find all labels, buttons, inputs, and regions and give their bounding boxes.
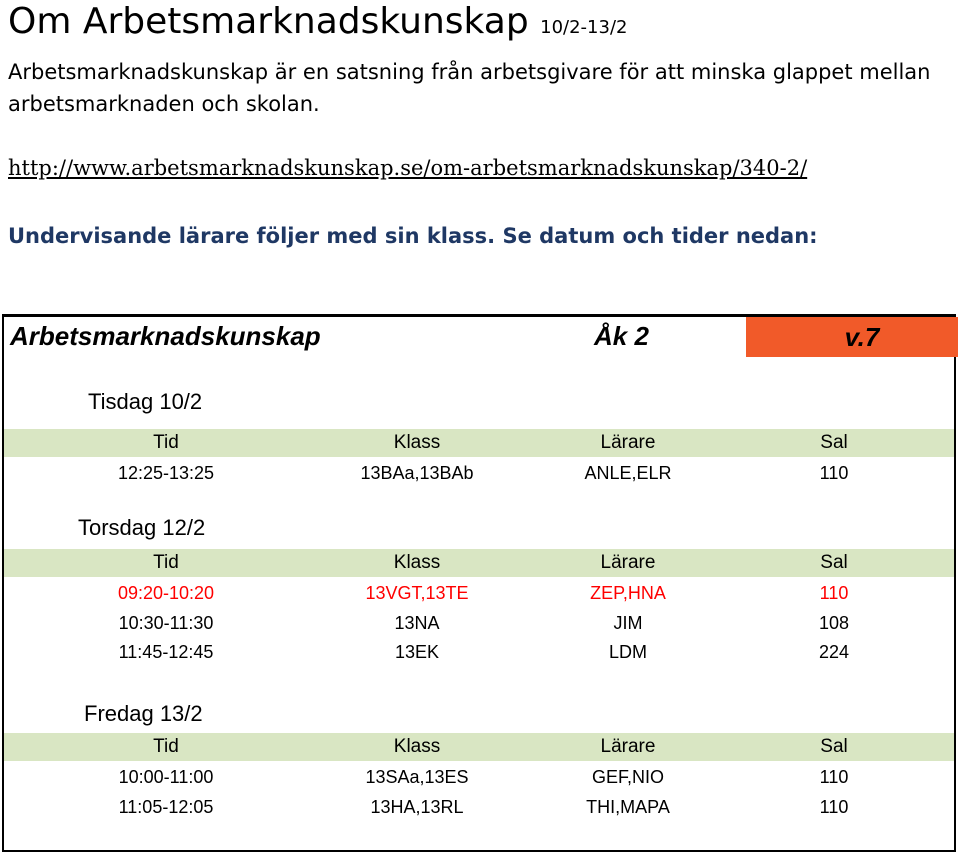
title-dates: 10/2-13/2 bbox=[540, 17, 628, 38]
day-title: Tisdag 10/2 bbox=[88, 389, 203, 414]
table-row bbox=[4, 638, 954, 666]
page-title bbox=[8, 2, 627, 48]
col-room: Sal bbox=[820, 736, 848, 757]
cell-time: 12:25-13:25 bbox=[117, 463, 215, 483]
cell-class: 13HA,13RL bbox=[370, 797, 464, 817]
cell-class: 13EK bbox=[394, 642, 440, 662]
cell-class: 13SAa,13ES bbox=[365, 767, 469, 787]
cell-room: 110 bbox=[819, 583, 849, 603]
table-row bbox=[4, 609, 954, 637]
cell-teacher: THI,MAPA bbox=[586, 797, 670, 817]
day-title: Fredag 13/2 bbox=[84, 701, 203, 726]
cell-room: 224 bbox=[818, 642, 850, 662]
col-time: Tid bbox=[153, 432, 179, 453]
schedule-header bbox=[4, 317, 954, 359]
schedule-week-badge: v.7 bbox=[746, 317, 958, 357]
column-header-row bbox=[4, 733, 954, 761]
cell-teacher: ANLE,ELR bbox=[584, 463, 672, 483]
cell-room: 110 bbox=[819, 463, 849, 483]
col-time: Tid bbox=[153, 736, 179, 757]
cell-room: 110 bbox=[819, 767, 849, 787]
cell-time: 11:45-12:45 bbox=[118, 642, 214, 662]
cell-time: 10:30-11:30 bbox=[118, 613, 214, 633]
day-title: Torsdag 12/2 bbox=[78, 515, 206, 540]
column-header-row bbox=[4, 429, 954, 457]
cell-teacher: ZEP,HNA bbox=[590, 583, 666, 603]
table-row-highlighted bbox=[4, 579, 954, 607]
cell-teacher: JIM bbox=[613, 613, 643, 633]
column-header-row bbox=[4, 549, 954, 577]
cell-class: 13VGT,13TE bbox=[365, 583, 469, 603]
cell-class: 13BAa,13BAb bbox=[360, 463, 474, 483]
cell-time: 09:20-10:20 bbox=[117, 583, 215, 603]
col-room: Sal bbox=[820, 432, 848, 453]
col-time: Tid bbox=[153, 552, 179, 573]
cell-teacher: GEF,NIO bbox=[591, 767, 664, 787]
cell-time: 10:00-11:00 bbox=[118, 767, 214, 787]
table-row bbox=[4, 793, 954, 821]
info-link[interactable]: http://www.arbetsmarknadskunskap.se/om-arbetsmarknadskunskap/340-2/ bbox=[8, 156, 808, 180]
cell-room: 108 bbox=[818, 613, 850, 633]
schedule-year: Åk 2 bbox=[594, 321, 649, 351]
cell-class: 13NA bbox=[394, 613, 440, 633]
cell-room: 110 bbox=[819, 797, 849, 817]
title-text: Om Arbetsmarknadskunskap bbox=[8, 1, 529, 42]
col-class: Klass bbox=[393, 552, 441, 573]
col-teacher: Lärare bbox=[600, 432, 656, 453]
schedule-title: Arbetsmarknadskunskap bbox=[10, 321, 321, 351]
teacher-note: Undervisande lärare följer med sin klass. Se datum och tider nedan: bbox=[8, 224, 818, 248]
table-row bbox=[4, 763, 954, 791]
schedule-box bbox=[2, 314, 956, 852]
cell-time: 11:05-12:05 bbox=[118, 797, 214, 817]
table-row bbox=[4, 459, 954, 487]
col-class: Klass bbox=[393, 432, 441, 453]
col-room: Sal bbox=[820, 552, 848, 573]
col-teacher: Lärare bbox=[600, 552, 656, 573]
col-class: Klass bbox=[393, 736, 441, 757]
cell-teacher: LDM bbox=[608, 642, 647, 662]
intro-text: Arbetsmarknadskunskap är en satsning från arbetsgivare för att minska glappet mellan arbetsmarknaden och skolan. bbox=[8, 60, 931, 116]
col-teacher: Lärare bbox=[600, 736, 656, 757]
